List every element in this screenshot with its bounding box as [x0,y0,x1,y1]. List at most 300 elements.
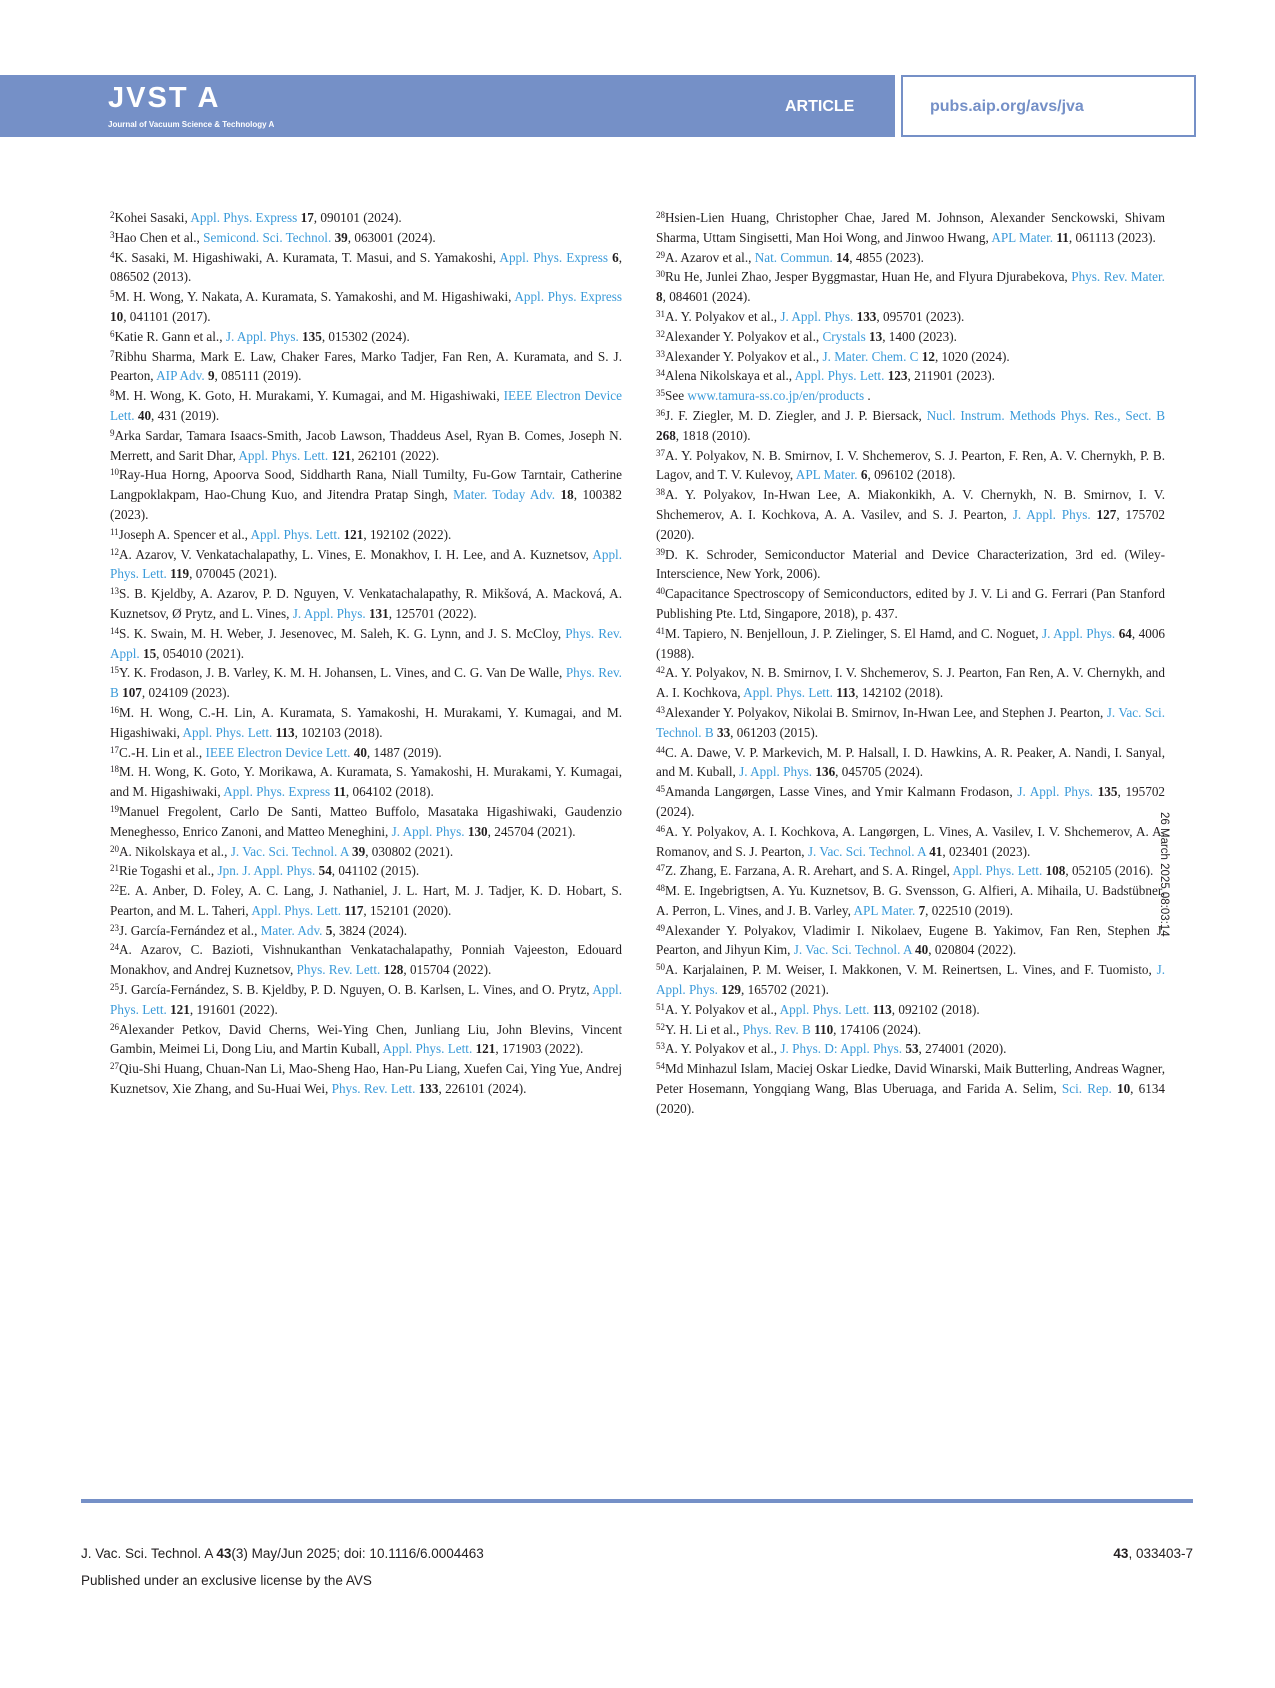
reference-item [656,960,1165,1000]
reference-journal-link[interactable]: J. Vac. Sci. Technol. A [793,942,912,958]
journal-url-link[interactable]: pubs.aip.org/avs/jva [930,98,1084,115]
reference-authors: A. Azarov et al., [665,249,755,265]
reference-volume: 54 [318,863,332,879]
reference-details: , 6134 (2020). [656,1081,1166,1116]
reference-authors: Katie R. Gann et al., [114,328,226,344]
reference-details: , 142102 (2018). [855,685,944,701]
reference-item [110,228,622,248]
reference-volume: 133 [418,1081,439,1097]
reference-volume: 6 [860,467,868,483]
reference-journal-link[interactable]: J. Appl. Phys. [1017,784,1094,800]
page-number: , 033403-7 [1128,1546,1193,1561]
reference-authors: Y. H. Li et al., [665,1021,743,1037]
reference-item [110,624,622,664]
reference-details: , 192102 (2022). [363,526,452,542]
reference-item [110,663,622,703]
reference-authors: A. Y. Polyakov et al., [665,308,781,324]
reference-details: , 1818 (2010). [675,427,751,443]
reference-authors: A. Y. Polyakov et al., [665,1041,781,1057]
reference-item [656,485,1165,544]
reference-journal-link[interactable]: www.tamura-ss.co.jp/en/products [687,388,865,404]
reference-journal-link[interactable]: J. Appl. Phys. [780,308,854,324]
reference-journal-link[interactable]: Nucl. Instrum. Methods Phys. Res., Sect. B [926,407,1165,423]
reference-authors: C.-H. Lin et al., [119,744,206,760]
reference-number: 41 [656,625,665,636]
reference-journal-link[interactable]: Jpn. J. Appl. Phys. [217,863,316,879]
reference-item [110,743,622,763]
reference-journal-link[interactable]: IEEE Electron Device Lett. [110,388,622,423]
reference-details: , 041101 (2017). [123,308,211,324]
reference-volume: 39 [334,229,348,245]
reference-number: 3 [110,229,115,240]
reference-item [110,762,622,802]
reference-volume: 41 [929,843,943,859]
reference-item [110,703,622,743]
reference-journal-link[interactable]: Mater. Adv. [260,922,323,938]
reference-details: , 1400 (2023). [882,328,957,344]
references-left-column [110,208,622,1099]
reference-authors: M. Tapiero, N. Benjelloun, J. P. Zielinger, S. El Hamd, and C. Noguet, [665,625,1042,641]
reference-number: 14 [110,625,119,636]
reference-number: 6 [110,328,115,339]
reference-volume: 12 [921,348,935,364]
reference-journal-link[interactable]: J. Vac. Sci. Technol. B [656,704,1165,740]
reference-journal-link[interactable]: APL Mater. [795,467,858,483]
reference-details: , 152101 (2020). [363,902,452,918]
reference-authors: A. Azarov, C. Bazioti, Vishnukanthan Venkatachalapathy, Ponniah Vajeeston, Edouard Monakhov, and Andrej Kuznetsov, [110,942,622,978]
reference-details: , 096102 (2018). [867,467,956,483]
reference-item [110,386,622,426]
reference-number: 31 [656,308,665,319]
reference-number: 49 [656,922,665,933]
reference-volume: 11 [1056,229,1069,245]
reference-authors: Qiu-Shi Huang, Chuan-Nan Li, Mao-Sheng Hao, Han-Pu Liang, Xuefen Cai, Ying Yue, Andrej Kuznetsov, Xie Zhang, and Su-Huai Wei, [110,1061,622,1097]
reference-journal-link[interactable]: J. Vac. Sci. Technol. A [807,843,926,859]
reference-number: 17 [110,744,119,755]
reference-details: , 165702 (2021). [741,982,829,998]
reference-details: , 061203 (2015). [730,724,819,740]
reference-volume: 8 [656,289,663,305]
reference-journal-link[interactable]: J. Appl. Phys. [1012,506,1091,522]
reference-item [110,584,622,624]
reference-number: 10 [110,467,119,478]
reference-details: , 1487 (2019). [366,744,442,760]
reference-details: , 102103 (2018). [294,724,383,740]
reference-authors: M. H. Wong, Y. Nakata, A. Kuramata, S. Yamakoshi, and M. Higashiwaki, [114,289,515,305]
reference-number: 21 [110,863,119,874]
reference-volume: 131 [368,605,389,621]
reference-item [110,940,622,980]
reference-number: 8 [110,388,115,399]
reference-authors: S. B. Kjeldby, A. Azarov, P. D. Nguyen, V. Venkatachalapathy, R. Mikšová, A. Macková, A. Kuznetsov, Ø Prytz, and L. Vines, [110,586,622,621]
journal-logo-subtitle: Journal of Vacuum Science & Technology A [108,120,275,129]
reference-details: , 3824 (2024). [332,922,408,938]
reference-volume: 33 [716,724,731,740]
reference-item [656,386,1165,406]
reference-volume: 117 [344,902,364,918]
reference-number: 46 [656,823,665,834]
reference-journal-link[interactable]: Phys. Rev. B [110,665,622,701]
reference-item [656,663,1165,703]
reference-number: 37 [656,447,665,458]
reference-details: , 174106 (2024). [833,1021,922,1037]
reference-journal-link[interactable]: Phys. Rev. Lett. [296,962,381,978]
reference-journal-link[interactable]: Appl. Phys. Lett. [110,982,622,1017]
reference-volume: 121 [170,1001,190,1017]
reference-authors: A. Nikolskaya et al., [119,843,231,859]
reference-authors: A. Y. Polyakov, N. B. Smirnov, I. V. Shchemerov, S. J. Pearton, Fan Ren, A. V. Chernykh, and A. I. Kochkova, [656,665,1165,701]
reference-details: , 024109 (2023). [141,685,230,701]
reference-details: , 4006 (1988). [656,625,1166,661]
reference-journal-link[interactable]: Appl. Phys. Lett. [743,685,833,701]
article-type-label: ARTICLE [785,98,855,115]
reference-number: 11 [110,526,119,537]
citation-suffix: (3) May/Jun 2025; doi: 10.1116/6.0004463 [231,1546,484,1561]
reference-number: 43 [656,704,665,715]
reference-volume: 40 [915,942,929,958]
reference-volume: 6 [612,249,619,265]
reference-authors: Alexander Y. Polyakov et al., [665,328,823,344]
reference-volume: 10 [1116,1081,1131,1097]
reference-details: , 092102 (2018). [891,1001,980,1017]
reference-journal-link[interactable]: Appl. Phys. Express [190,210,298,225]
reference-authors: E. A. Anber, D. Foley, A. C. Lang, J. Nathaniel, J. L. Hart, M. J. Tadjer, K. D. Hobart, S. Pearton, and M. L. Taheri, [110,883,622,918]
reference-item [110,347,622,387]
reference-details: , 175702 (2020). [656,506,1166,542]
reference-journal-link[interactable]: Appl. Phys. Lett. [779,1001,870,1017]
reference-number: 48 [656,883,665,894]
reference-details: , 191601 (2022). [189,1001,278,1017]
reference-item [656,267,1165,307]
reference-number: 29 [656,249,665,260]
reference-number: 7 [110,348,115,359]
reference-volume: 9 [207,368,215,384]
reference-details: , 245704 (2021). [487,823,576,839]
reference-number: 16 [110,704,119,715]
reference-item [656,347,1165,367]
reference-details: , 023401 (2023). [942,843,1031,859]
reference-journal-link[interactable]: Appl. Phys. Express [499,249,608,265]
reference-item [656,743,1165,783]
reference-volume: 121 [475,1041,496,1057]
reference-details: , 061113 (2023). [1068,229,1156,245]
reference-number: 34 [656,368,665,379]
reference-item [656,446,1165,486]
reference-number: 30 [656,269,665,280]
reference-item [110,980,622,1020]
footer-license: Published under an exclusive license by the AVS [81,1573,372,1588]
footer-rule [81,1499,1193,1503]
reference-details: , 100382 (2023). [110,487,623,522]
reference-number: 35 [656,388,665,399]
reference-details: , 226101 (2024). [438,1081,527,1097]
reference-number: 53 [656,1041,665,1052]
reference-volume: 127 [1096,506,1117,522]
reference-authors: K. Sasaki, M. Higashiwaki, A. Kuramata, T. Masui, and S. Yamakoshi, [114,249,500,265]
reference-journal-link[interactable]: Phys. Rev. Lett. [331,1081,416,1097]
reference-item [656,703,1165,743]
reference-item [110,842,622,862]
reference-volume: 121 [343,526,364,542]
reference-volume: 13 [869,328,883,344]
reference-item [656,1020,1165,1040]
reference-authors: Md Minhazul Islam, Maciej Oskar Liedke, David Winarski, Maik Butterling, Andreas Wagner, Peter Hosemann, Yongqiang Wang, Blas Uberuaga, and Farida A. Selim, [656,1061,1165,1097]
reference-item [656,327,1165,347]
reference-number: 40 [656,586,665,597]
reference-volume: 14 [836,249,850,265]
reference-journal-link[interactable]: J. Phys. D: Appl. Phys. [780,1041,903,1057]
reference-item [656,822,1165,862]
reference-item [656,861,1165,881]
reference-journal-link[interactable]: Appl. Phys. Lett. [238,447,329,463]
reference-journal-link[interactable]: J. Appl. Phys. [391,823,465,839]
reference-journal-link[interactable]: Appl. Phys. Express [514,289,622,305]
reference-item [110,545,622,585]
reference-volume: 17 [300,210,314,225]
reference-journal-link[interactable]: Appl. Phys. Lett. [952,863,1043,879]
reference-item [656,921,1165,961]
reference-number: 32 [656,328,665,339]
reference-number: 54 [656,1061,665,1072]
reference-journal-link[interactable]: Semicond. Sci. Technol. [203,229,332,245]
reference-journal-link[interactable]: APL Mater. [853,902,916,918]
reference-authors: Hao Chen et al., [114,229,204,245]
reference-number: 12 [110,546,119,557]
reference-journal-link[interactable]: J. Appl. Phys. [225,328,299,344]
reference-number: 42 [656,665,665,676]
reference-journal-link[interactable]: Sci. Rep. [1061,1081,1112,1097]
reference-details: , 125701 (2022). [388,605,477,621]
reference-item [110,465,622,524]
reference-journal-link[interactable]: J. Mater. Chem. C [822,348,919,364]
reference-authors: C. A. Dawe, V. P. Markevich, M. P. Halsall, I. D. Hawkins, A. R. Peaker, A. Nandi, I. Sanyal, and M. Kuball, [656,744,1165,780]
reference-authors: Ru He, Junlei Zhao, Jesper Byggmastar, Huan He, and Flyura Djurabekova, [665,269,1072,285]
reference-item [656,366,1165,386]
reference-volume: 119 [170,566,190,582]
reference-volume: 121 [331,447,352,463]
reference-item [656,624,1165,664]
references-right-column [656,208,1165,1119]
reference-number: 20 [110,843,119,854]
reference-volume: 136 [815,764,836,780]
reference-details: , 095701 (2023). [876,308,965,324]
reference-number: 27 [110,1061,119,1072]
reference-item [110,208,622,228]
reference-details: , 015704 (2022). [403,962,492,978]
reference-details: , 195702 (2024). [656,784,1166,819]
reference-volume: 39 [352,843,366,859]
reference-item [656,248,1165,268]
reference-item [656,208,1165,248]
reference-details: , 020804 (2022). [928,942,1017,958]
reference-number: 36 [656,407,665,418]
reference-authors: Alena Nikolskaya et al., [665,368,795,384]
reference-volume: 135 [302,328,322,344]
reference-item [656,1059,1165,1118]
reference-journal-link[interactable]: J. Appl. Phys. [292,605,366,621]
reference-number: 52 [656,1021,665,1032]
reference-details: , 063001 (2024). [347,229,436,245]
reference-item [656,881,1165,921]
reference-item [656,545,1165,585]
reference-authors: Z. Zhang, E. Farzana, A. R. Arehart, and S. A. Ringel, [665,863,953,879]
reference-journal-link[interactable]: Crystals [822,328,866,344]
reference-item [110,287,622,327]
reference-authors: A. Karjalainen, P. M. Weiser, I. Makkonen, V. M. Reinertsen, L. Vines, and F. Tuomisto, [665,962,1157,978]
reference-journal-link[interactable]: IEEE Electron Device Lett. [205,744,351,760]
reference-journal-link[interactable]: Mater. Today Adv. [453,487,556,503]
reference-authors: A. Y. Polyakov, N. B. Smirnov, I. V. Shchemerov, S. J. Pearton, F. Ren, A. V. Chernykh, P. B. Lagov, and T. V. Kulevoy, [656,447,1165,483]
reference-number: 51 [656,1001,665,1012]
reference-volume: 135 [1097,784,1118,800]
reference-number: 47 [656,863,665,874]
reference-item [110,426,622,466]
reference-journal-link[interactable]: J. Appl. Phys. [739,764,813,780]
reference-item [656,1000,1165,1020]
reference-authors: Rie Togashi et al., [119,863,218,879]
reference-number: 22 [110,883,119,894]
footer-page-number [1113,1547,1193,1561]
reference-volume: 130 [467,823,488,839]
reference-authors: A. Azarov, V. Venkatachalapathy, L. Vines, E. Monakhov, I. H. Lee, and A. Kuznetsov, [119,546,593,562]
reference-item [110,1059,622,1099]
reference-authors: M. E. Ingebrigtsen, A. Yu. Kuznetsov, B. G. Svensson, G. Alfieri, A. Mihaila, U. Badstübner, A. Perron, L. Vines, and J. B. Varley, [656,883,1165,918]
reference-details: , 041102 (2015). [331,863,420,879]
reference-authors: A. Y. Polyakov, A. I. Kochkova, A. Langørgen, L. Vines, A. Vasilev, I. V. Shchemerov, A. A. Romanov, and S. J. Pearton, [656,823,1165,859]
reference-authors: Hsien-Lien Huang, Christopher Chae, Jared M. Johnson, Alexander Senckowski, Shivam Sharma, Uttam Singisetti, Man Hoi Wong, and Jinwoo Hwang, [656,210,1165,245]
reference-authors: See [665,388,688,404]
reference-number: 24 [110,942,119,953]
reference-number: 23 [110,922,119,933]
reference-volume: 64 [1118,625,1132,641]
reference-details: , 030802 (2021). [365,843,454,859]
reference-item [656,584,1165,624]
reference-volume: 110 [814,1021,834,1037]
reference-journal-link[interactable]: Appl. Phys. Lett. [794,368,885,384]
reference-authors: A. Y. Polyakov et al., [665,1001,780,1017]
reference-journal-link[interactable]: Phys. Rev. Mater. [1071,269,1165,285]
reference-journal-link[interactable]: J. Appl. Phys. [1041,625,1116,641]
reference-details: , 086502 (2013). [110,249,622,285]
reference-volume: 133 [856,308,877,324]
reference-item [110,921,622,941]
reference-details: , 4855 (2023). [849,249,924,265]
reference-authors: Arka Sardar, Tamara Isaacs-Smith, Jacob Lawson, Thaddeus Asel, Ryan B. Comes, Joseph N. Merrett, and Sarit Dhar, [110,427,622,463]
reference-volume: 18 [560,487,574,503]
reference-details: , 090101 (2024). [313,210,402,225]
reference-volume: 53 [905,1041,919,1057]
reference-number: 39 [656,546,665,557]
reference-authors: Joseph A. Spencer et al., [118,526,251,542]
reference-journal-link[interactable]: Appl. Phys. Lett. [250,526,341,542]
reference-authors: M. H. Wong, C.-H. Lin, A. Kuramata, S. Yamakoshi, H. Murakami, Y. Kumagai, and M. Higashiwaki, [110,704,622,740]
reference-number: 4 [110,249,115,260]
reference-volume: 129 [721,982,741,998]
reference-item [110,525,622,545]
reference-authors: D. K. Schroder, Semiconductor Material and Device Characterization, 3rd ed. (Wiley-Interscience, New York, 2006). [656,546,1165,582]
reference-details: , 070045 (2021). [189,566,278,582]
reference-authors: Alexander Y. Polyakov et al., [665,348,823,364]
citation-prefix: J. Vac. Sci. Technol. A [81,1546,217,1561]
reference-volume: 113 [275,724,295,740]
reference-number: 18 [110,764,119,775]
reference-journal-link[interactable]: AIP Adv. [156,368,205,384]
reference-number: 50 [656,962,665,973]
reference-journal-link[interactable]: APL Mater. [991,229,1054,245]
reference-item [110,1020,622,1060]
reference-item [110,861,622,881]
reference-journal-link[interactable]: Appl. Phys. Express [223,784,331,800]
reference-item [656,406,1165,446]
reference-journal-link[interactable]: Phys. Rev. B [742,1021,811,1037]
reference-authors: Alexander Petkov, David Cherns, Wei-Ying Chen, Junliang Liu, John Blevins, Vincent Gambin, Meimei Li, Dong Liu, and Martin Kuball, [110,1021,622,1057]
reference-item [110,248,622,288]
reference-authors: Alexander Y. Polyakov, Vladimir I. Nikolaev, Eugene B. Yakimov, Fan Ren, Stephen J. Pearton, and Jihyun Kim, [656,922,1165,958]
reference-volume: 40 [353,744,367,760]
reference-details: , 274001 (2020). [918,1041,1007,1057]
reference-number: 15 [110,665,119,676]
reference-details: , 211901 (2023). [907,368,995,384]
reference-volume: 5 [325,922,333,938]
reference-journal-link[interactable]: Appl. Phys. Lett. [382,1041,473,1057]
reference-journal-link[interactable]: Phys. Rev. Appl. [110,625,622,661]
reference-details: , 1020 (2024). [934,348,1010,364]
reference-journal-link[interactable]: Appl. Phys. Lett. [251,902,342,918]
reference-details: . [867,388,871,404]
reference-journal-link[interactable]: Appl. Phys. Lett. [182,724,273,740]
reference-volume: 108 [1045,863,1066,879]
reference-authors: Ribhu Sharma, Mark E. Law, Chaker Fares, Marko Tadjer, Fan Ren, A. Kuramata, and S. J. Pearton, [110,348,622,384]
reference-details: , 262101 (2022). [351,447,440,463]
reference-journal-link[interactable]: J. Appl. Phys. [656,962,1165,998]
reference-number: 2 [110,210,115,220]
reference-volume: 113 [836,685,856,701]
reference-journal-link[interactable]: Appl. Phys. Lett. [110,546,622,582]
reference-volume: 7 [918,902,926,918]
reference-item [110,881,622,921]
reference-details: , 022510 (2019). [925,902,1014,918]
reference-authors: Ray-Hua Horng, Apoorva Sood, Siddharth Rana, Niall Tumilty, Fu-Gow Tarntair, Catherine Langpoklakpam, Hao-Chung Kuo, and Jitendra Pratap Singh, [110,467,622,503]
reference-item [656,1039,1165,1059]
reference-details: , 431 (2019). [151,407,220,423]
reference-volume: 10 [110,308,124,324]
reference-number: 25 [110,982,119,993]
reference-authors: Manuel Fregolent, Carlo De Santi, Matteo Buffolo, Masataka Higashiwaki, Gaudenzio Meneghesso, Enrico Zanoni, and Matteo Meneghini, [110,803,622,839]
reference-number: 13 [110,586,119,597]
reference-authors: Kohei Sasaki, [114,210,191,225]
reference-authors: S. K. Swain, M. H. Weber, J. Jesenovec, M. Saleh, K. G. Lynn, and J. S. McCloy, [119,625,566,641]
reference-authors: J. García-Fernández, S. B. Kjeldby, P. D. Nguyen, O. B. Karlsen, L. Vines, and O. Prytz, [119,982,593,998]
reference-number: 5 [110,289,115,300]
reference-authors: M. H. Wong, K. Goto, Y. Morikawa, A. Kuramata, S. Yamakoshi, H. Murakami, Y. Kumagai, and M. Higashiwaki, [110,764,622,800]
reference-number: 28 [656,210,665,220]
reference-volume: 107 [122,685,142,701]
reference-authors: A. Y. Polyakov, In-Hwan Lee, A. Miakonkikh, A. V. Chernykh, N. B. Smirnov, I. V. Shchemerov, A. I. Kochkova, A. A. Vasilev, and S. J. Pearton, [656,487,1165,522]
reference-details: , 084601 (2024). [662,289,751,305]
reference-journal-link[interactable]: J. Vac. Sci. Technol. A [230,843,349,859]
download-timestamp: 26 March 2025 08:03:14 [1158,812,1170,937]
reference-details: , 064102 (2018). [345,784,434,800]
journal-logo: JVST A [108,82,221,114]
reference-volume: 15 [142,645,157,661]
reference-number: 38 [656,487,665,498]
reference-authors: Capacitance Spectroscopy of Semiconductors, edited by J. V. Li and G. Ferrari (Pan Stanford Publishing Pte. Ltd, Singapore, 2018), p. 437. [656,586,1165,621]
reference-number: 19 [110,803,119,814]
reference-journal-link[interactable]: Nat. Commun. [754,249,833,265]
reference-number: 26 [110,1021,119,1032]
reference-volume: 128 [383,962,404,978]
citation-volume: 43 [216,1546,232,1561]
